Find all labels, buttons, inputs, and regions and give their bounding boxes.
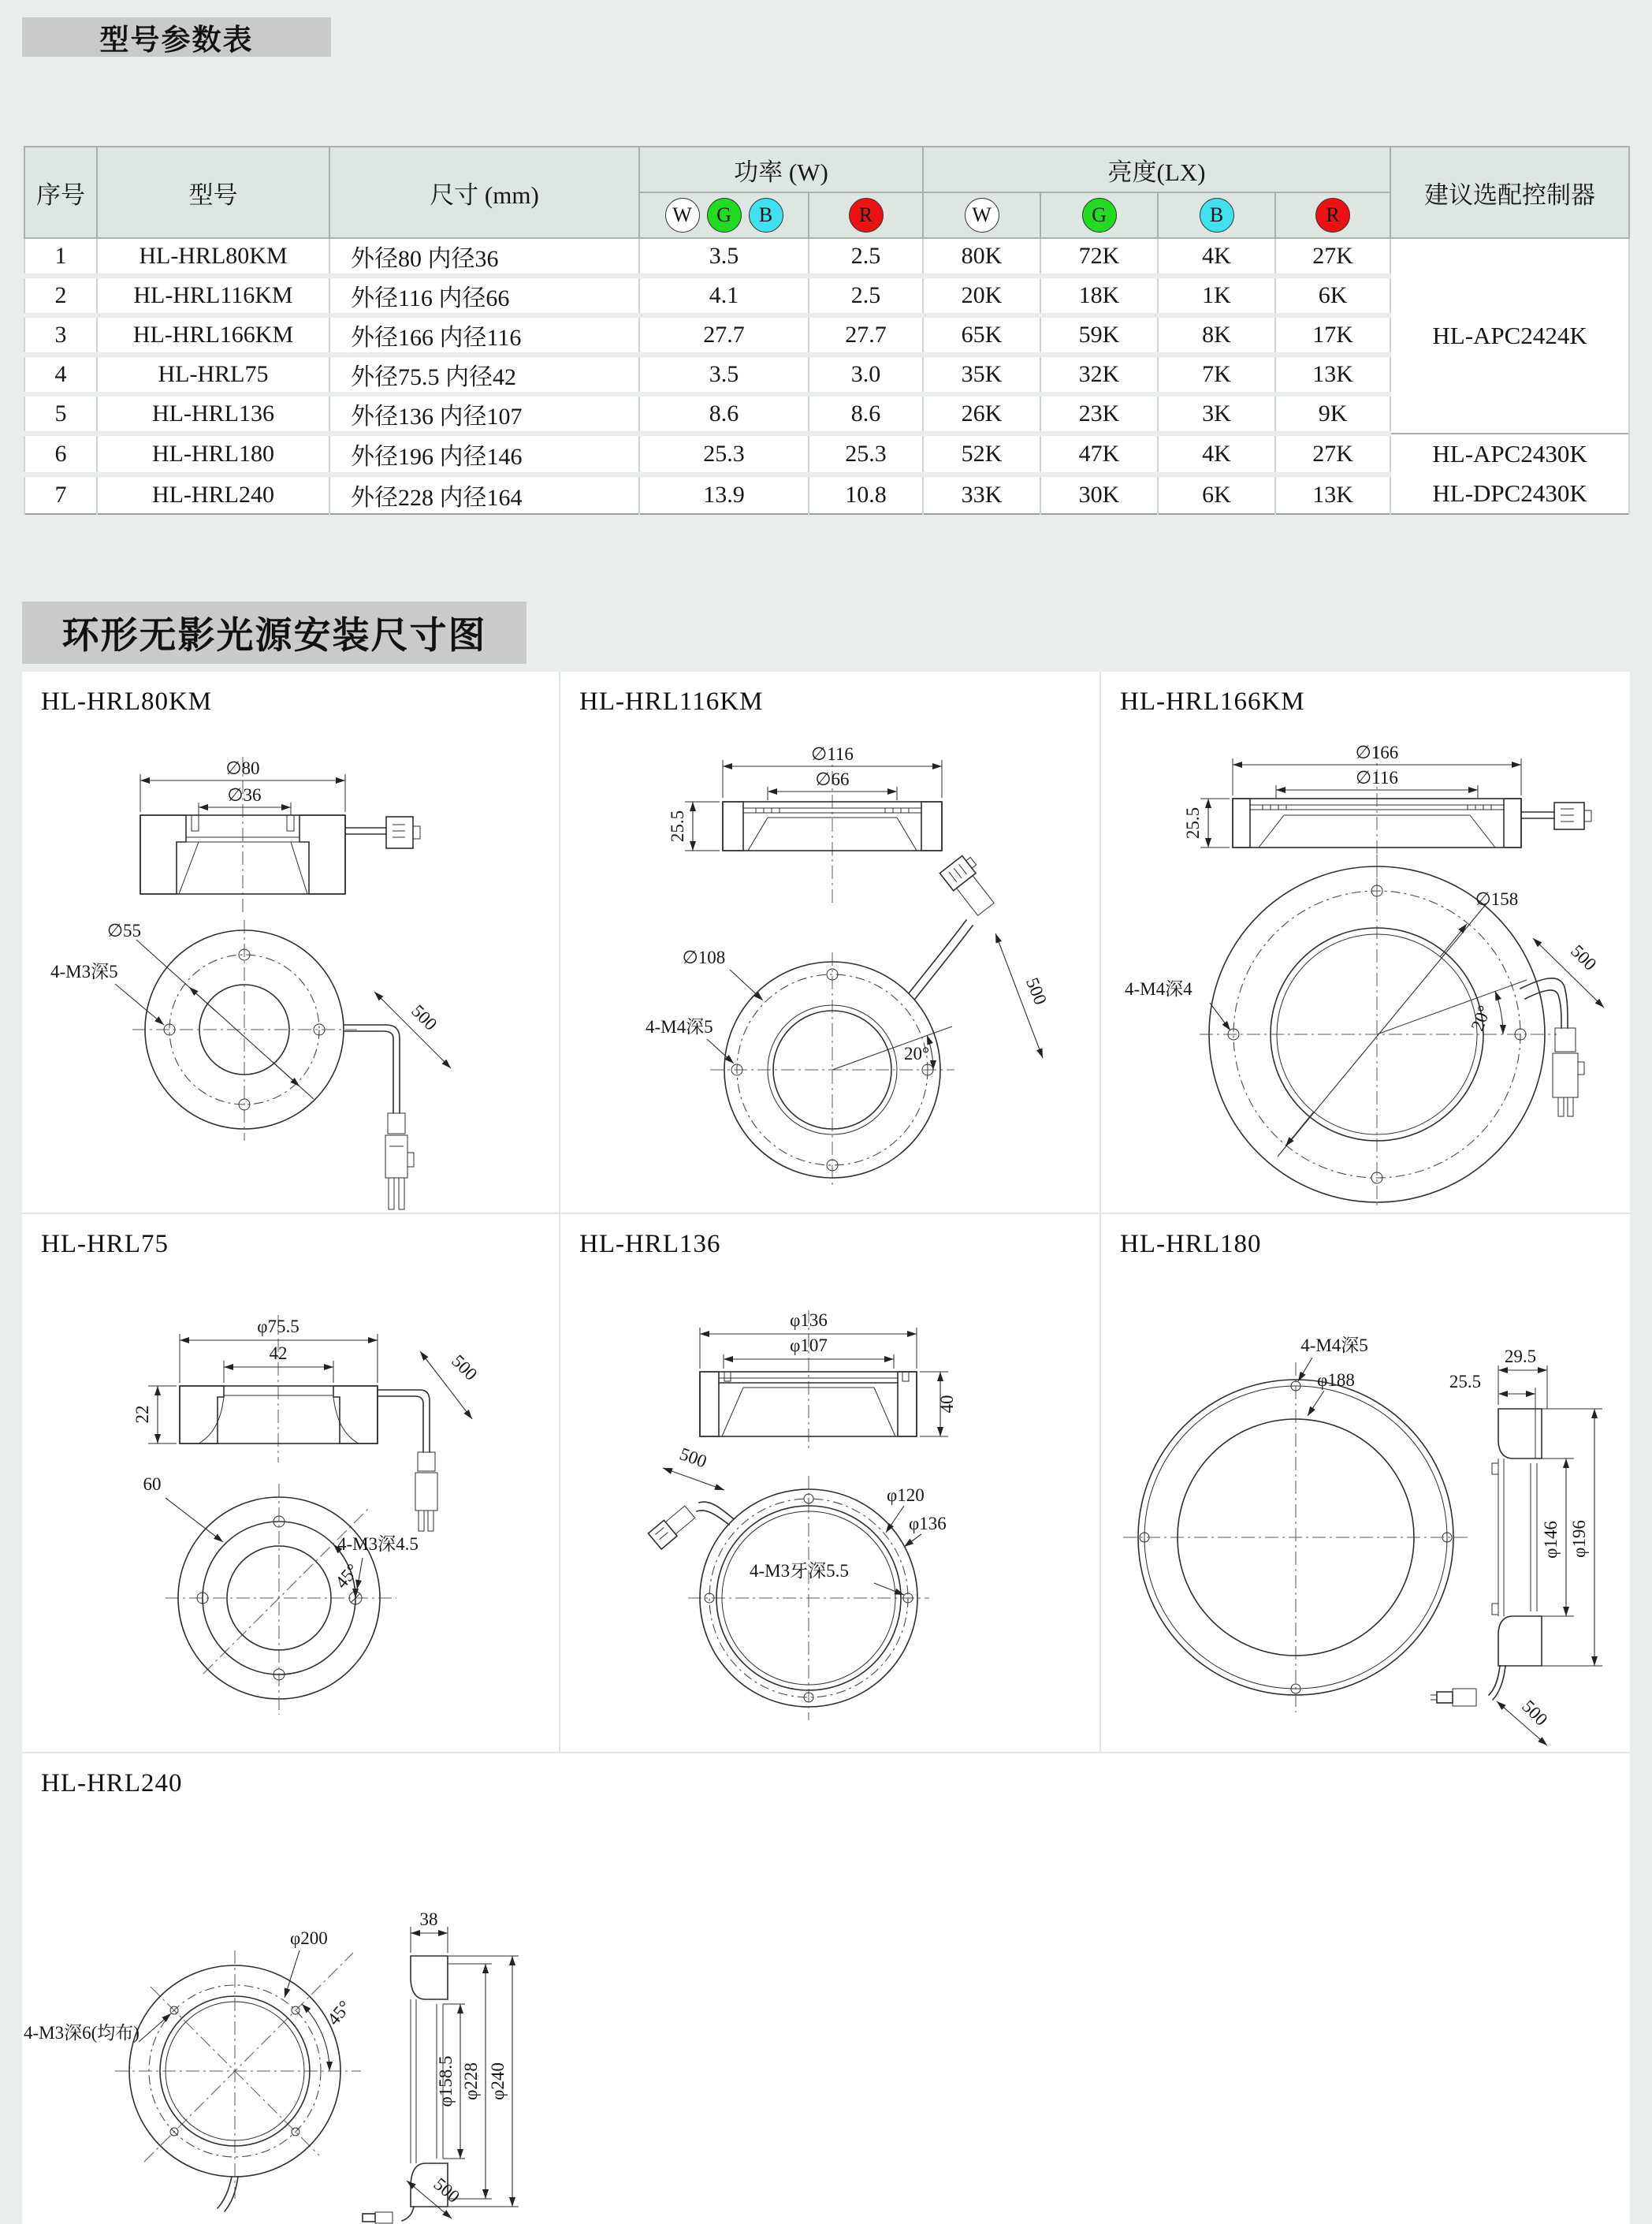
dim-label: ∅80 <box>225 758 260 778</box>
dim-label: 42 <box>269 1343 288 1363</box>
cell-lux-g: 18K <box>1040 276 1158 315</box>
red-channel-icon: R <box>849 198 884 233</box>
col-header-size: 尺寸 (mm) <box>329 147 639 238</box>
hrl240-dimension-drawing <box>22 1809 559 2224</box>
table-row <box>24 276 1629 315</box>
cell-power-r: 25.3 <box>809 434 923 475</box>
cell-no: 5 <box>24 394 97 434</box>
dim-label: ∅36 <box>227 785 262 805</box>
cell-lux-g: 23K <box>1040 394 1158 434</box>
cell-size: 外径116 内径66 <box>329 276 639 315</box>
cell-lux-w: 20K <box>923 276 1040 315</box>
drawing-cell-hrl240 <box>22 1753 559 2224</box>
cell-lux-r: 6K <box>1275 276 1390 315</box>
table-row <box>24 434 1629 475</box>
dim-label: 29.5 <box>1504 1347 1537 1366</box>
angle-label: 45° <box>331 1559 363 1593</box>
cell-lux-w: 80K <box>923 238 1040 276</box>
lux-r-header <box>1275 192 1390 238</box>
white-channel-icon: W <box>665 198 700 233</box>
hrl136-dimension-drawing <box>560 1269 1099 1752</box>
cell-power-wgb: 8.6 <box>639 394 809 434</box>
blue-channel-icon: B <box>749 198 783 233</box>
dim-label: ∅158 <box>1475 889 1519 909</box>
screw-label: 4-M4深5 <box>1300 1336 1368 1355</box>
cell-no: 4 <box>24 355 97 394</box>
cell-lux-b: 4K <box>1158 238 1275 276</box>
screw-label: 4-M3深4.5 <box>337 1534 419 1554</box>
cell-lux-g: 59K <box>1040 315 1158 355</box>
drawings-panel <box>22 672 1630 2224</box>
dim-label: 25.5 <box>1449 1372 1482 1391</box>
cell-size: 外径196 内径146 <box>329 434 639 475</box>
hrl80km-dimension-drawing <box>22 727 559 1213</box>
drawing-cell-hrl136 <box>560 1214 1099 1752</box>
drawing-title: HL-HRL240 <box>41 1769 183 1797</box>
dim-label: φ240 <box>488 2062 508 2100</box>
drawing-title: HL-HRL80KM <box>41 687 213 716</box>
cell-lux-b: 7K <box>1158 355 1275 394</box>
green-channel-icon: G <box>1082 198 1117 233</box>
drawing-title: HL-HRL166KM <box>1120 687 1305 716</box>
cell-power-r: 27.7 <box>809 315 923 355</box>
drawing-cell-hrl75 <box>22 1214 559 1752</box>
table-row <box>24 394 1629 434</box>
angle-label: 20° <box>1467 1003 1495 1034</box>
drawing-cell-hrl116km <box>560 672 1099 1213</box>
cable-length-label: 500 <box>1567 941 1601 974</box>
cell-size: 外径75.5 内径42 <box>329 355 639 394</box>
cell-lux-g: 30K <box>1040 475 1158 514</box>
cell-power-wgb: 3.5 <box>639 355 809 394</box>
dim-label: φ107 <box>790 1336 828 1355</box>
cell-lux-b: 6K <box>1158 475 1275 514</box>
drawing-title: HL-HRL75 <box>41 1230 169 1258</box>
hrl166km-dimension-drawing <box>1101 727 1630 1213</box>
table-row <box>24 238 1629 276</box>
cell-lux-g: 47K <box>1040 434 1158 475</box>
dim-label: 38 <box>419 1909 438 1929</box>
cell-controller-group1: HL-APC2424K <box>1390 238 1629 434</box>
section-title-parameters: 型号参数表 <box>22 17 331 57</box>
cell-model: HL-HRL116KM <box>97 276 329 315</box>
dim-label: φ75.5 <box>257 1317 300 1336</box>
cable-length-label: 500 <box>677 1444 710 1472</box>
dim-label: 40 <box>937 1395 957 1414</box>
cell-lux-w: 26K <box>923 394 1040 434</box>
drawing-title: HL-HRL180 <box>1120 1230 1262 1258</box>
cable-length-label: 500 <box>448 1350 482 1384</box>
cable-length-label: 500 <box>407 1000 441 1034</box>
dim-label: φ158.5 <box>436 2055 456 2107</box>
dim-label: ∅116 <box>1356 768 1398 788</box>
cell-no: 2 <box>24 276 97 315</box>
cell-power-r: 8.6 <box>809 394 923 434</box>
drawing-title: HL-HRL116KM <box>579 687 764 716</box>
cell-lux-g: 32K <box>1040 355 1158 394</box>
cell-lux-b: 4K <box>1158 434 1275 475</box>
cell-model: HL-HRL75 <box>97 355 329 394</box>
cell-power-r: 2.5 <box>809 238 923 276</box>
power-wgb-header <box>639 192 809 238</box>
cell-model: HL-HRL80KM <box>97 238 329 276</box>
cell-no: 7 <box>24 475 97 514</box>
cell-lux-b: 1K <box>1158 276 1275 315</box>
hrl75-dimension-drawing <box>22 1269 559 1752</box>
cell-lux-b: 8K <box>1158 315 1275 355</box>
dim-label: ∅166 <box>1355 743 1399 762</box>
cell-lux-b: 3K <box>1158 394 1275 434</box>
power-r-header <box>809 192 923 238</box>
dim-label: ∅55 <box>107 921 142 941</box>
dim-label: 25.5 <box>1183 807 1203 840</box>
dim-label: 22 <box>132 1405 152 1424</box>
red-channel-icon: R <box>1315 198 1350 233</box>
dim-label: φ120 <box>887 1485 925 1505</box>
cell-lux-g: 72K <box>1040 238 1158 276</box>
cable-length-label: 500 <box>430 2174 464 2207</box>
cell-model: HL-HRL166KM <box>97 315 329 355</box>
dim-label: ∅66 <box>815 769 850 789</box>
cell-power-wgb: 4.1 <box>639 276 809 315</box>
screw-label: 4-M3深5 <box>50 962 118 982</box>
dim-label: φ146 <box>1541 1521 1561 1559</box>
col-header-no: 序号 <box>24 147 97 238</box>
col-header-model: 型号 <box>97 147 329 238</box>
cell-lux-w: 33K <box>923 475 1040 514</box>
angle-label: 45° <box>323 1996 355 2029</box>
table-row <box>24 355 1629 394</box>
cable-length-label: 500 <box>1518 1696 1552 1730</box>
cell-lux-w: 65K <box>923 315 1040 355</box>
cell-model: HL-HRL240 <box>97 475 329 514</box>
cell-lux-w: 35K <box>923 355 1040 394</box>
cell-power-wgb: 27.7 <box>639 315 809 355</box>
lux-b-header <box>1158 192 1275 238</box>
cable-length-label: 500 <box>1021 974 1051 1008</box>
controller-label: HL-DPC2430K <box>1432 479 1587 507</box>
screw-label: 4-M3深6(均布) <box>24 2023 140 2043</box>
cell-power-r: 2.5 <box>809 276 923 315</box>
cell-lux-r: 27K <box>1275 434 1390 475</box>
drawing-cell-hrl180 <box>1101 1214 1630 1752</box>
section-title-dimensions: 环形无影光源安装尺寸图 <box>22 602 526 664</box>
cell-no: 6 <box>24 434 97 475</box>
white-channel-icon: W <box>965 198 999 233</box>
cell-lux-r: 13K <box>1275 355 1390 394</box>
header-row-1 <box>24 147 1629 192</box>
screw-label: 4-M4深5 <box>646 1017 713 1037</box>
cell-no: 1 <box>24 238 97 276</box>
dim-label: 25.5 <box>668 810 687 843</box>
dim-label: 60 <box>143 1474 162 1494</box>
dim-label: φ228 <box>461 2062 481 2100</box>
drawing-cell-hrl166km <box>1101 672 1630 1213</box>
cell-lux-r: 17K <box>1275 315 1390 355</box>
cell-no: 3 <box>24 315 97 355</box>
cell-size: 外径228 内径164 <box>329 475 639 514</box>
dim-label: ∅116 <box>811 744 854 764</box>
dim-label: φ200 <box>290 1928 328 1948</box>
cell-controller-group2 <box>1390 434 1629 514</box>
drawing-title: HL-HRL136 <box>579 1230 721 1258</box>
screw-label: 4-M4深4 <box>1125 979 1192 999</box>
cell-power-r: 10.8 <box>809 475 923 514</box>
lux-g-header <box>1040 192 1158 238</box>
cell-size: 外径136 内径107 <box>329 394 639 434</box>
screw-label: 4-M3牙深5.5 <box>750 1561 849 1581</box>
dim-label: ∅108 <box>682 948 726 967</box>
lux-w-header <box>923 192 1040 238</box>
cell-model: HL-HRL136 <box>97 394 329 434</box>
controller-label: HL-APC2430K <box>1432 440 1587 468</box>
drawing-cell-hrl80km <box>22 672 559 1213</box>
col-header-controller: 建议选配控制器 <box>1390 147 1629 238</box>
dim-label: φ136 <box>790 1310 828 1330</box>
dim-label: φ136 <box>909 1514 947 1533</box>
table-row <box>24 315 1629 355</box>
hrl180-dimension-drawing <box>1101 1269 1630 1752</box>
col-header-lux: 亮度(LX) <box>923 147 1390 192</box>
cell-lux-r: 13K <box>1275 475 1390 514</box>
cell-power-wgb: 3.5 <box>639 238 809 276</box>
cell-power-wgb: 25.3 <box>639 434 809 475</box>
table-row <box>24 475 1629 514</box>
col-header-power: 功率 (W) <box>639 147 923 192</box>
angle-label: 20° <box>904 1044 930 1064</box>
dim-label: φ188 <box>1317 1370 1355 1390</box>
blue-channel-icon: B <box>1200 198 1234 233</box>
cell-power-r: 3.0 <box>809 355 923 394</box>
green-channel-icon: G <box>707 198 742 233</box>
dim-label: φ196 <box>1569 1520 1589 1558</box>
cell-lux-r: 9K <box>1275 394 1390 434</box>
cell-lux-w: 52K <box>923 434 1040 475</box>
cell-model: HL-HRL180 <box>97 434 329 475</box>
hrl116km-dimension-drawing <box>560 727 1099 1213</box>
spec-table <box>24 146 1630 515</box>
cell-lux-r: 27K <box>1275 238 1390 276</box>
cell-size: 外径166 内径116 <box>329 315 639 355</box>
cell-power-wgb: 13.9 <box>639 475 809 514</box>
cell-size: 外径80 内径36 <box>329 238 639 276</box>
